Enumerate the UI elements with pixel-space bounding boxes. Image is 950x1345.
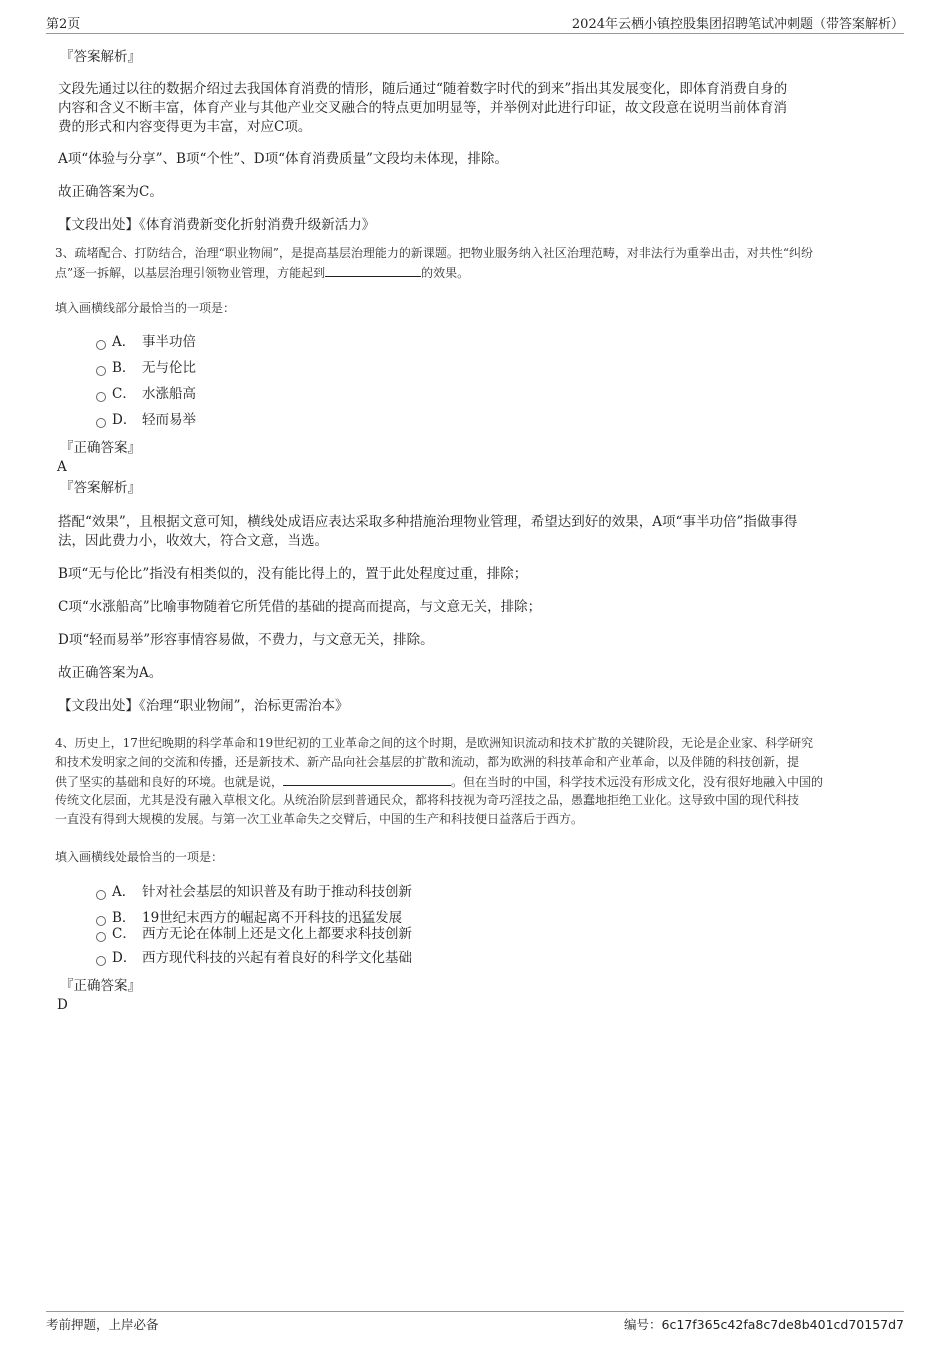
q3-analysis-para4: D项“轻而易举”形容事情容易做，不费力，与文意无关，排除。 [58,632,434,648]
q3-answer-heading: 『正确答案』 [60,440,141,456]
q3-answer: A [57,459,67,475]
q3-analysis-para3: C项“水涨船高”比喻事物随着它所凭借的基础的提高而提高，与文意无关，排除； [58,599,542,615]
q3-stem-line2-text-a: 点”逐一拆解，以基层治理引领物业管理，方能起到 [55,266,326,280]
q2-analysis-para1-line2: 内容和含义不断丰富，体育产业与其他产业交叉融合的特点更加明显等，并举例对此进行印证，故文段意在说明当前体育消 [58,100,787,116]
radio-icon[interactable] [96,932,106,942]
q4-option-c[interactable]: C． 西方无论在体制上还是文化上都要求科技创新 [96,924,412,944]
q3-option-b[interactable]: B． 无与伦比 [96,358,196,378]
q3-analysis-para1-line1: 搭配“效果”，且根据文意可知，横线处成语应表达采取多种措施治理物业管理，希望达到好的效果，A项“事半功倍”指做事得 [58,514,798,530]
radio-icon[interactable] [96,418,106,428]
q2-analysis-heading: 『答案解析』 [60,49,141,65]
page-number: 第2页 [46,17,81,32]
q3-stem-line2 [55,263,469,283]
q4-stem-line4: 传统文化层面，尤其是没有融入草根文化。从统治阶层到普通民众，都将科技视为奇巧淫技之品，愚蠢地拒绝工业化。这导致中国的现代科技 [55,793,800,807]
q2-source: 【文段出处】《体育消费新变化折射消费升级新活力》 [58,217,376,233]
q3-source: 【文段出处】《治理“职业物闹”，治标更需治本》 [58,698,349,714]
q4-stem-line3-text-b: 。但在当时的中国，科学技术远没有形成文化，没有很好地融入中国的 [451,775,824,789]
q2-analysis-para1-line3: 费的形式和内容变得更为丰富，对应C项。 [58,119,312,135]
q4-answer: D [57,997,68,1013]
footer-code-value: 6c17f365c42fa8c7de8b401cd70157d7 [661,1317,904,1332]
q2-analysis-para3: 故正确答案为C。 [58,184,163,200]
q4-stem-line1: 4、历史上，17世纪晚期的科学革命和19世纪初的工业革命之间的这个时期，是欧洲知识流动和技术扩散的关键阶段，无论是企业家、科学研究 [55,736,814,750]
footer-code-label: 编号： [624,1317,662,1332]
document-title: 2024年云栖小镇控股集团招聘笔试冲刺题（带答案解析） [571,17,904,32]
q4-option-a[interactable]: A． 针对社会基层的知识普及有助于推动科技创新 [96,882,412,902]
q3-analysis-heading: 『答案解析』 [60,480,141,496]
radio-icon[interactable] [96,366,106,376]
q4-stem-line3 [55,772,823,792]
q3-analysis-para1-line2: 法，因此费力小，收效大，符合文意，当选。 [58,533,328,549]
q3-blank [325,263,421,277]
q4-option-b[interactable]: B． 19世纪末西方的崛起离不开科技的迅猛发展 [96,908,402,928]
q3-option-c[interactable]: C． 水涨船高 [96,384,196,404]
q4-blank [283,772,451,786]
q4-stem-line2: 和技术发明家之间的交流和传播，还是新技术、新产品向社会基层的扩散和流动，都为欧洲的科技革命和产业革命，以及伴随的科技创新，提 [55,755,800,769]
q3-option-d[interactable]: D． 轻而易举 [96,410,196,430]
radio-icon[interactable] [96,340,106,350]
footer-slogan: 考前押题，上岸必备 [46,1317,159,1332]
q3-analysis-para2: B项“无与伦比”指没有相类似的，没有能比得上的，置于此处程度过重，排除； [58,566,528,582]
q3-stem-line2-text-b: 的效果。 [421,266,470,280]
q3-prompt: 填入画横线部分最恰当的一项是： [55,301,236,315]
radio-icon[interactable] [96,392,106,402]
q2-analysis-para1-line1: 文段先通过以往的数据介绍过去我国体育消费的情形，随后通过“随着数字时代的到来”指出其发展变化，即体育消费自身的 [58,81,788,97]
q3-analysis-para5: 故正确答案为A。 [58,665,163,681]
q3-stem-line1: 3、疏堵配合、打防结合，治理“职业物闹”，是提高基层治理能力的新课题。把物业服务纳入社区治理范畴，对非法行为重拳出击，对共性“纠纷 [55,246,814,260]
page-footer [46,1311,904,1332]
footer-code [624,1315,904,1333]
q4-stem-line3-text-a: 供了坚实的基础和良好的环境。也就是说， [55,775,284,789]
radio-icon[interactable] [96,890,106,900]
page-header [46,13,904,34]
q3-option-a[interactable]: A． 事半功倍 [96,332,196,352]
radio-icon[interactable] [96,956,106,966]
q4-option-d[interactable]: D． 西方现代科技的兴起有着良好的科学文化基础 [96,948,412,968]
q4-stem-line5: 一直没有得到大规模的发展。与第一次工业革命失之交臂后，中国的生产和科技便日益落后于西方。 [55,812,584,826]
q2-analysis-para2: A项“体验与分享”、B项“个性”、D项“体育消费质量”文段均未体现，排除。 [58,151,508,167]
q4-prompt: 填入画横线处最恰当的一项是： [55,850,224,864]
q4-answer-heading: 『正确答案』 [60,978,141,994]
